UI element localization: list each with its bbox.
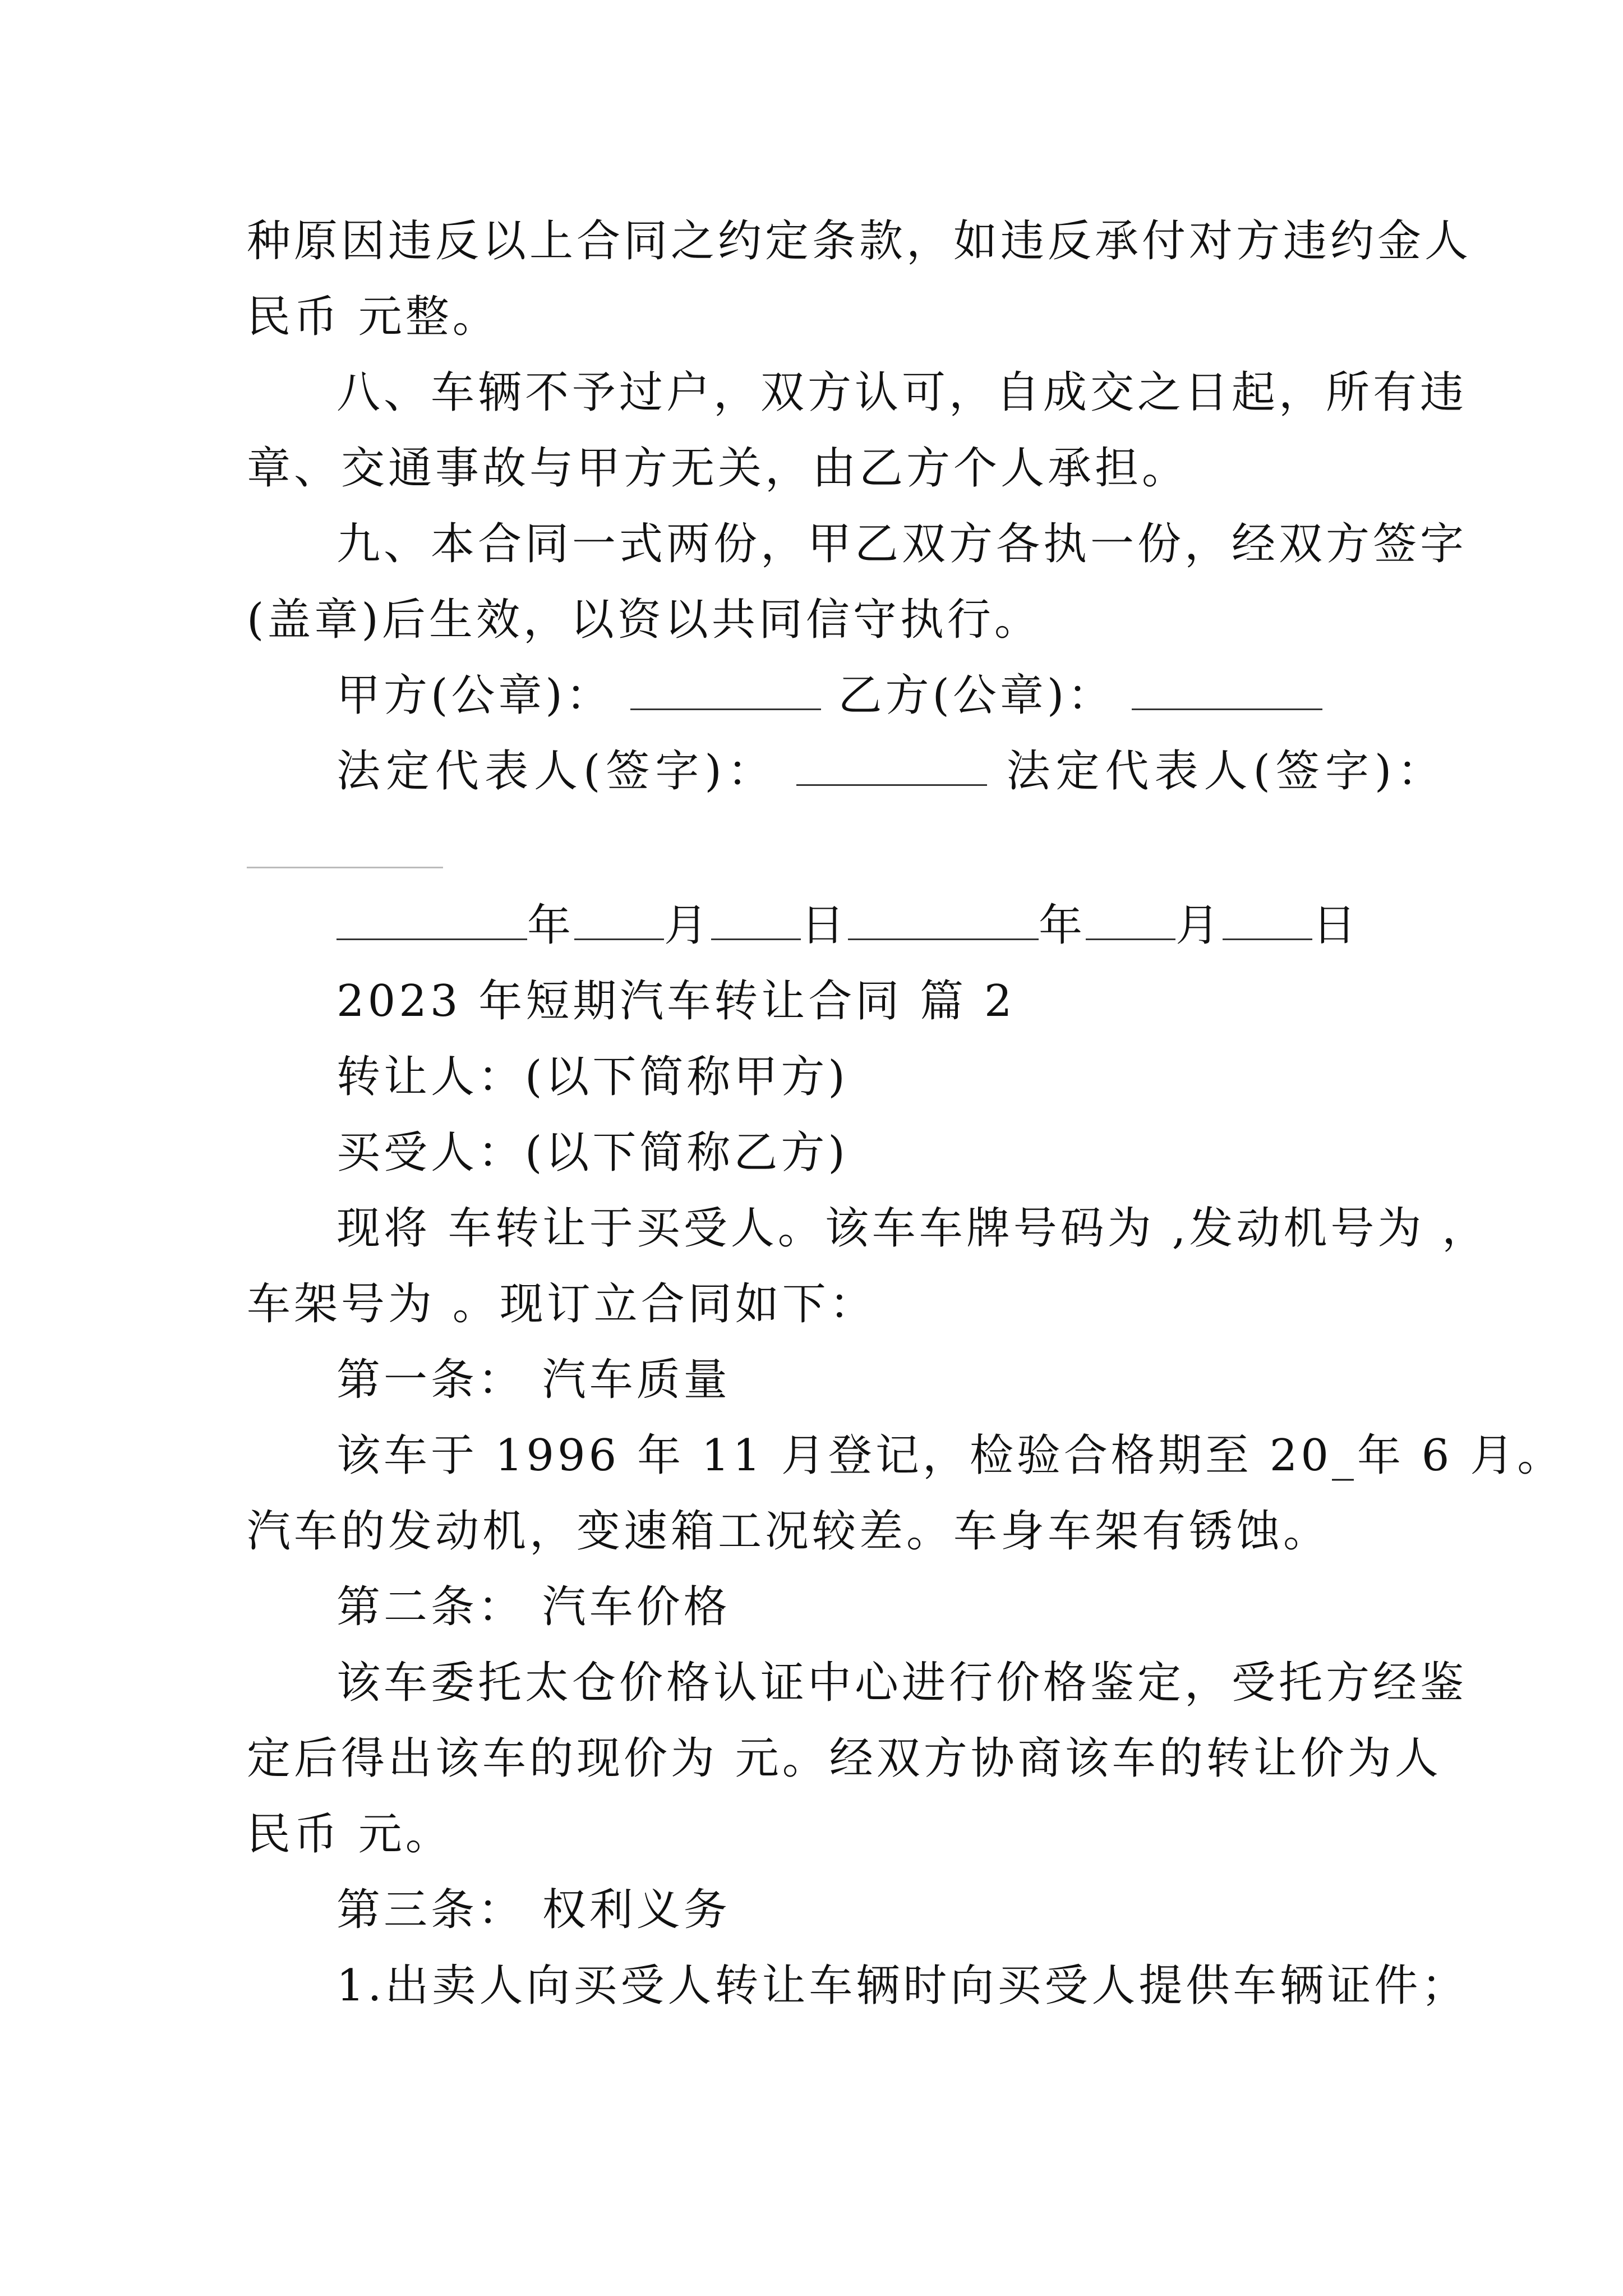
text-line: 该车于 1996 年 11 月登记，检验合格期至 20_年 6 月。 (336, 1430, 1565, 1481)
article-heading: 第三条： 权利义务 (336, 1885, 731, 1935)
text-line: 现将 车转让于买受人。该车车牌号码为 ,发动机号为 ， (336, 1203, 1490, 1254)
text-line: 章、交通事故与甲方无关，由乙方个人承担。 (247, 443, 1189, 494)
rep-b-label: 法定代表人(签字)： (1006, 746, 1447, 797)
signature-seal-line (336, 668, 1322, 724)
text-line: 种原因违反以上合同之约定条款，如违反承付对方违约金人 (247, 216, 1472, 266)
section-title: 2023 年短期汽车转让合同 篇 2 (336, 976, 1016, 1027)
article-heading: 第二条： 汽车价格 (336, 1582, 731, 1632)
text-line: 定后得出该车的现价为 元。经双方协商该车的转让价为人 (247, 1733, 1442, 1784)
article-heading: 第一条： 汽车质量 (336, 1355, 731, 1405)
text-line: 该车委托太仓价格认证中心进行价格鉴定，受托方经鉴 (336, 1658, 1468, 1708)
month-b-blank[interactable] (1086, 899, 1175, 940)
year-label: 年 (527, 900, 575, 951)
rep-a-label: 法定代表人(签字)： (336, 746, 777, 797)
day-label: 日 (1312, 900, 1360, 951)
year-b-blank[interactable] (848, 899, 1039, 940)
month-a-blank[interactable] (574, 899, 664, 940)
text-line: 转让人：(以下简称甲方) (336, 1052, 849, 1102)
party-a-seal-blank[interactable] (630, 669, 821, 710)
year-label: 年 (1039, 900, 1086, 951)
month-label: 月 (1175, 900, 1223, 951)
text-line: 八、车辆不予过户，双方认可，自成交之日起，所有违 (336, 367, 1468, 418)
party-b-seal-label: 乙方(公章)： (838, 670, 1115, 721)
rep-a-blank[interactable] (796, 745, 987, 786)
text-line: 1.出卖人向买受人转让车辆时向买受人提供车辆证件； (336, 1961, 1469, 2011)
day-label: 日 (801, 900, 849, 951)
signature-rep-line (336, 743, 1446, 799)
party-a-seal-label: 甲方(公章)： (336, 670, 613, 721)
text-line: 车架号为 。现订立合同如下： (247, 1279, 877, 1329)
day-a-blank[interactable] (711, 899, 801, 940)
party-b-seal-blank[interactable] (1132, 669, 1322, 710)
text-line: 民币 元。 (247, 1809, 453, 1860)
month-label: 月 (664, 900, 712, 951)
text-line: (盖章)后生效，以资以共同信守执行。 (247, 595, 1041, 645)
text-line: 汽车的发动机，变速箱工况较差。车身车架有锈蚀。 (247, 1506, 1331, 1557)
text-line: 九、本合同一式两份，甲乙双方各执一份，经双方签字 (336, 519, 1468, 569)
day-b-blank[interactable] (1223, 899, 1312, 940)
date-line (336, 898, 1359, 954)
rep-b-blank[interactable] (247, 867, 443, 868)
text-line: 买受人：(以下简称乙方) (336, 1128, 849, 1178)
year-a-blank[interactable] (336, 899, 527, 940)
text-line: 民币 元整。 (247, 292, 500, 342)
